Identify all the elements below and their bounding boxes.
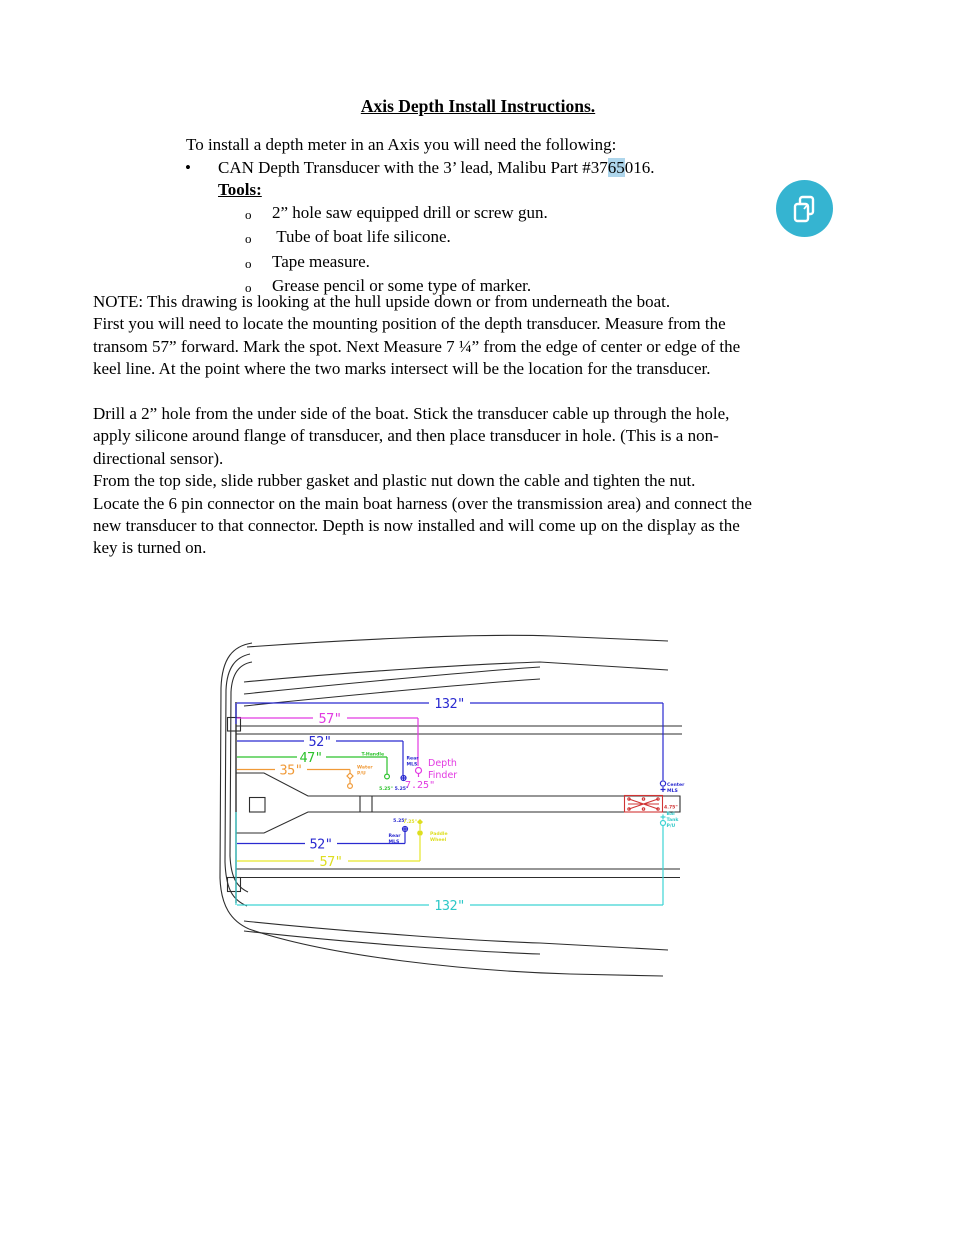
dim-label-57-top: 57" <box>318 711 342 727</box>
keel-channel <box>236 773 680 833</box>
dim-57-depth-finder <box>237 711 457 791</box>
dim-35-water-pickup <box>237 763 373 789</box>
water-pickup-label: Water <box>357 765 373 771</box>
center-mls-label: MLS <box>667 789 678 794</box>
dim-label-52-top: 52" <box>308 734 332 750</box>
rear-mls-label: Rear <box>406 756 419 762</box>
body-line: Drill a 2” hole from the under side of the boat. Stick the transducer cable up through the hole, <box>93 404 730 424</box>
body-line: NOTE: This drawing is looking at the hull upside down or from underneath the boat. <box>93 292 671 311</box>
dim-label-35: 35" <box>279 762 303 779</box>
rear-mls-stbd-label: MLS <box>388 840 400 845</box>
dim-132-top <box>236 696 685 794</box>
transducer-item: CAN Depth Transducer with the 3’ lead, Malibu Part #3765016. <box>218 157 655 177</box>
dim-label-52-bottom: 52" <box>309 836 333 853</box>
dim-label-47: 47" <box>299 750 323 766</box>
paddle-wheel-label: Wheel <box>430 838 447 843</box>
circle-bullet-icon: o <box>245 231 252 246</box>
body-line: keel line. At the point where the two marks intersect will be the location for the transducer. <box>93 359 711 379</box>
circle-bullet-icon: o <box>245 255 252 271</box>
body-line: key is turned on. <box>93 538 207 558</box>
highlighted-text: 65 <box>607 157 625 177</box>
tools-heading: Tools: <box>218 180 262 199</box>
t-handle-offset: 5.25" <box>379 787 393 792</box>
body-line: apply silicone around flange of transducer, and then place transducer in hole. (This is a non- <box>93 426 719 446</box>
depth-finder-offset: 7.25" <box>405 780 436 791</box>
tool-item: Tube of boat life silicone. <box>272 227 451 246</box>
rear-mls-label: MLS <box>406 762 418 768</box>
circle-bullet-icon: o <box>245 206 252 222</box>
body-line: transom 57” forward. Mark the spot. Next Measure 7 ¼” from the edge of center or edge of the <box>93 336 741 356</box>
body-line: directional sensor). <box>93 448 224 468</box>
rear-mls-stbd-label: Rear <box>388 834 401 839</box>
dim-47-t-handle <box>237 750 393 792</box>
body-line: Locate the 6 pin connector on the main boat harness (over the transmission area) and connect the <box>93 493 752 513</box>
stbd-fitting-label: Tank <box>666 818 679 823</box>
fin-offset-label: 4.75" <box>664 805 678 811</box>
body-line: First you will need to locate the mounting position of the depth transducer. Measure from the <box>93 314 726 334</box>
transom-bracket <box>228 718 241 732</box>
dim-label-132-bottom: 132" <box>434 898 465 914</box>
dim-label-57-bottom: 57" <box>319 854 343 870</box>
dim-52-rear-mls-stbd <box>237 818 408 853</box>
depth-finder-label: Finder <box>428 770 458 781</box>
paddle-wheel-offset: 7.25" <box>403 820 417 825</box>
body-line: From the top side, slide rubber gasket and plastic nut down the cable and tighten the nut. <box>93 471 696 491</box>
center-mls-label: Center <box>667 783 685 788</box>
t-handle-label: T-Handle <box>361 752 385 758</box>
stbd-fitting-label: P/U <box>666 824 676 829</box>
drain-square <box>250 798 266 813</box>
stbd-fitting-label: Bal <box>666 812 675 817</box>
tracking-fin <box>625 796 678 813</box>
rear-mls-stbd-offset: 5.25" <box>393 819 407 824</box>
tool-item: Tape measure. <box>272 251 370 271</box>
water-pickup-label: P/U <box>357 771 366 777</box>
tool-item: Grease pencil or some type of marker. <box>272 276 532 295</box>
circle-bullet-icon: o <box>245 280 252 295</box>
dim-52-rear-mls-port <box>237 734 419 792</box>
dim-132-bottom <box>236 811 679 914</box>
dim-57-paddle-wheel <box>237 819 448 870</box>
page-title: Axis Depth Install Instructions. <box>360 96 596 116</box>
depth-finder-label: Depth <box>428 758 457 769</box>
tool-item: 2” hole saw equipped drill or screw gun. <box>272 202 548 222</box>
rear-mls-offset: 5.25" <box>394 787 409 792</box>
dim-label-132-top: 132" <box>434 696 465 712</box>
bullet-icon: • <box>185 157 191 177</box>
hull-outline <box>220 635 682 976</box>
paddle-wheel-label: Paddle <box>430 832 448 837</box>
body-line: new transducer to that connector. Depth is now installed and will come up on the display as the <box>93 516 740 536</box>
intro-line: To install a depth meter in an Axis you will need the following: <box>186 135 617 154</box>
